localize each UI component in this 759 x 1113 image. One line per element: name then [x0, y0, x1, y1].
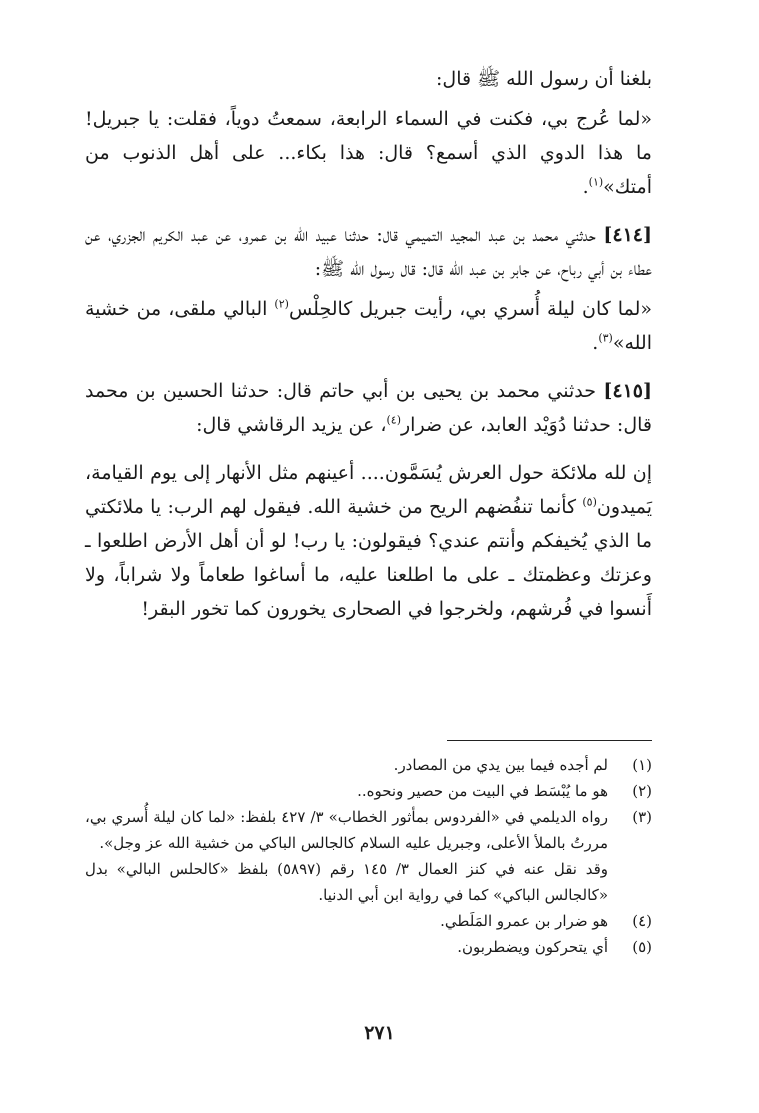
footnote-text: هو ما يُبْسَط في البيت من حصير ونحوه.. [357, 782, 608, 800]
isnad-text: حدثني محمد بن يحيى بن أبي حاتم قال: حدثنا الحسين بن محمد قال: حدثنا دُوَيْد العابد، عن ضرار [85, 380, 652, 436]
footnote-text: هو ضرار بن عمرو المَلَطي. [440, 912, 608, 930]
period: . [582, 176, 589, 198]
body-text: إن لله ملائكة حول العرش يُسَمَّون.... أعينهم مثل الأنهار إلى يوم القيامة، يَميدون [85, 462, 652, 518]
narration-414 [85, 218, 652, 286]
footnote-number: (٣) [632, 808, 652, 826]
footnote-3-continued [85, 856, 652, 908]
footnote-5 [85, 934, 652, 960]
footnote-text: رواه الديلمي في «الفردوس بمأثور الخطاب» ٣/ ٤٢٧ بلفظ: «لما كان ليلة أُسري بي، مررتُ بالملأ الأعلى، وجبريل عليه السلام كالجالس الباكي من خشية الله عز وجل». [85, 808, 608, 852]
footnote-number: (٥) [632, 938, 652, 956]
footnote-4 [85, 908, 652, 934]
footnote-number: (١) [632, 756, 652, 774]
isnad-text: حدثني محمد بن عبد المجيد التميمي قال: حدثنا عبيد الله بن عمرو، عن عبد الكريم الجزري، عن عطاء بن أبي رباح، عن جابر بن عبد الله قال: قال رسول الله ﷺ: [85, 224, 652, 280]
footnote-ref-1: (١) [588, 175, 604, 189]
footnote-number: (٢) [632, 782, 652, 800]
footnote-number: (٤) [632, 912, 652, 930]
footnote-divider [447, 740, 652, 741]
isnad-text: ، عن يزيد الرقاشي قال: [196, 414, 387, 436]
narration-number: [٤١٥] [603, 380, 652, 402]
footnote-ref-3: (٣) [598, 331, 613, 345]
hadith-text: البالي ملقى، من خشية الله» [85, 298, 652, 354]
narration-415 [85, 374, 652, 442]
footnote-ref-5: (٥) [582, 495, 597, 509]
narration-number: [٤١٤] [603, 224, 652, 246]
hadith-paragraph-1 [85, 102, 652, 204]
main-text [85, 62, 652, 632]
hadith-text: «لما كان ليلة أُسري بي، رأيت جبريل كالحِلْس [288, 298, 652, 320]
footnote-ref-2: (٢) [274, 297, 289, 311]
footnote-ref-4: (٤) [386, 413, 401, 427]
period: . [592, 332, 599, 354]
footnote-text: أي يتحركون ويضطربون. [457, 938, 608, 956]
text-paragraph-415 [85, 456, 652, 626]
footnote-1 [85, 752, 652, 778]
footnotes [85, 752, 652, 960]
hadith-text: «لما عُرج بي، فكنت في السماء الرابعة، سمعتُ دوياً، فقلت: يا جبريل! ما هذا الدوي الذي أسمع؟ قال: هذا بكاء... على أهل الذنوب من أمتك» [85, 108, 652, 198]
hadith-paragraph-414 [85, 292, 652, 360]
footnote-text: وقد نقل عنه في كنز العمال ٣/ ١٤٥ رقم (٥٨٩٧) بلفظ «كالحلس البالي» بدل «كالجالس الباكي» كما في رواية ابن أبي الدنيا. [85, 860, 608, 904]
body-text: كأنما تنفُضهم الريح من خشية الله. فيقول لهم الرب: يا ملائكتي ما الذي يُخيفكم وأنتم عندي؟ فيقولون: يا رب! لو أن أهل الأرض اطلعوا ـ وعزتك وعظمتك ـ على ما اطلعنا عليه، ما أساغوا طعاماً ولا شراباً، ولا أَنسوا في فُرشهم، ولخرجوا في الصحارى يخورون كما تخور البقر! [85, 496, 652, 620]
footnote-text: لم أجده فيما بين يدي من المصادر. [393, 756, 608, 774]
footnote-2 [85, 778, 652, 804]
page-number: ٢٧١ [364, 1022, 395, 1044]
footnote-3 [85, 804, 652, 856]
intro-line: بلغنا أن رسول الله ﷺ قال: [436, 68, 652, 90]
